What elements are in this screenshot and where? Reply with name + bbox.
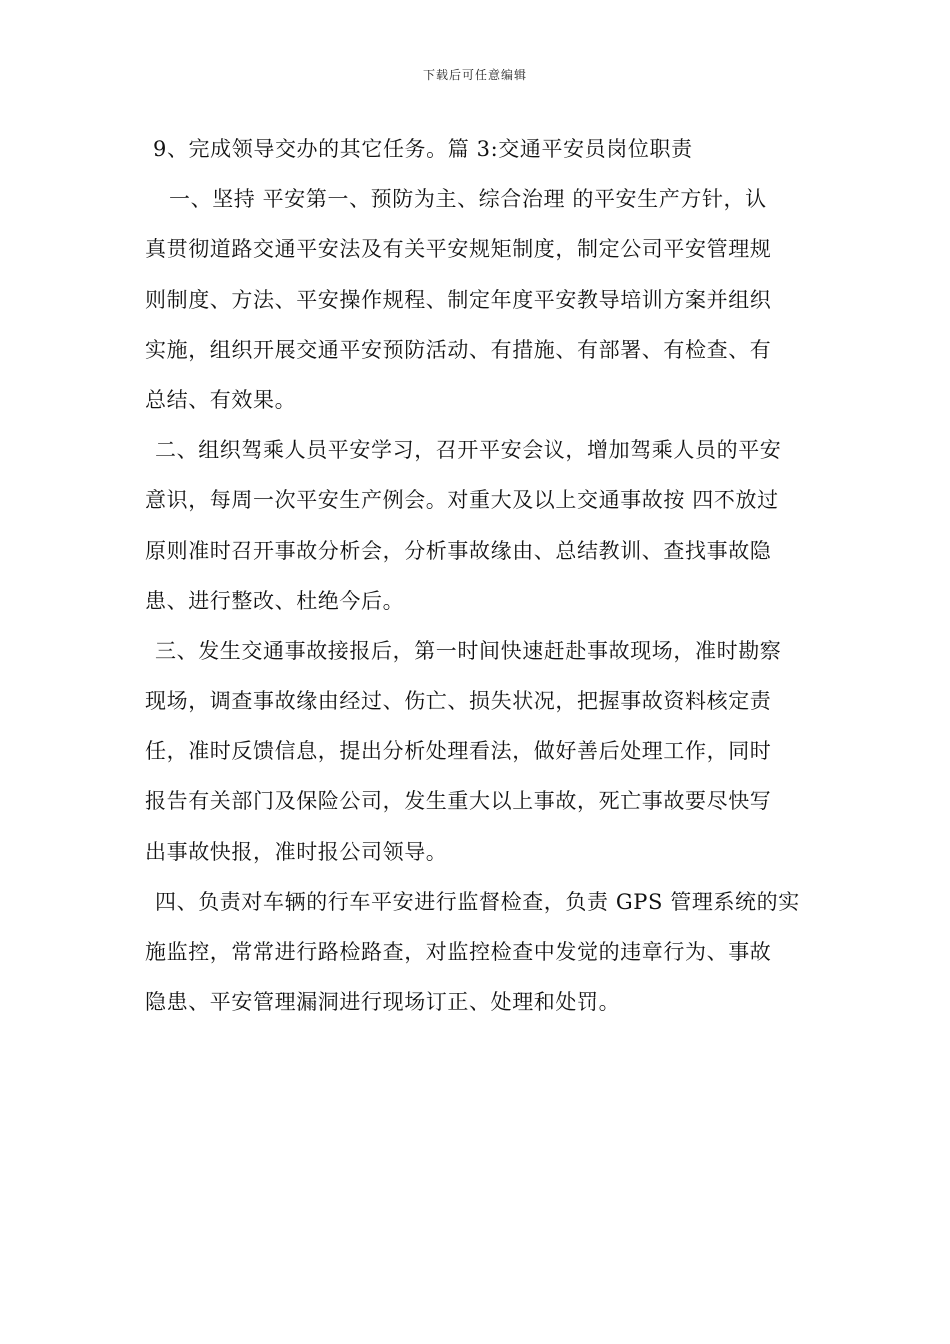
text-line: 现场，调查事故缘由经过、伤亡、损失状况，把握事故资料核定责 <box>145 689 772 714</box>
text-line: 意识，每周一次平安生产例会。对重大及以上交通事故按 四不放过 <box>145 488 779 513</box>
text-line: 总结、有效果。 <box>145 387 297 412</box>
text-line: 二、组织驾乘人员平安学习，召开平安会议，增加驾乘人员的平安 <box>155 438 782 463</box>
text-line: 实施，组织开展交通平安预防活动、有措施、有部署、有检查、有 <box>145 337 772 362</box>
text-line: 一、坚持 平安第一、预防为主、综合治理 的平安生产方针，认 <box>169 187 767 212</box>
text-line: 原则准时召开事故分析会，分析事故缘由、总结教训、查找事故隐 <box>145 538 772 563</box>
text-line: 三、发生交通事故接报后，第一时间快速赶赴事故现场，准时勘察 <box>155 638 782 663</box>
text-line: 隐患、平安管理漏洞进行现场订正、处理和处罚。 <box>145 990 621 1015</box>
text-line: 患、进行整改、杜绝今后。 <box>145 588 405 613</box>
document-body <box>145 130 810 1033</box>
text-line: 任，准时反馈信息，提出分析处理看法，做好善后处理工作，同时 <box>145 739 772 764</box>
page-header: 下载后可任意编辑 <box>422 68 527 82</box>
text-line: 9、完成领导交办的其它任务。篇 3:交通平安员岗位职责 <box>153 137 693 161</box>
text-line: 报告有关部门及保险公司，发生重大以上事故，死亡事故要尽快写 <box>145 789 772 814</box>
text-line: 四、负责对车辆的行车平安进行监督检查，负责 GPS 管理系统的实 <box>155 889 800 914</box>
text-line: 施监控，常常进行路检路查，对监控检查中发觉的违章行为、事故 <box>145 940 772 964</box>
text-line: 则制度、方法、平安操作规程、制定年度平安教导培训方案并组织 <box>145 287 772 312</box>
text-line: 真贯彻道路交通平安法及有关平安规矩制度，制定公司平安管理规 <box>145 237 772 262</box>
text-line: 出事故快报，准时报公司领导。 <box>145 839 448 864</box>
